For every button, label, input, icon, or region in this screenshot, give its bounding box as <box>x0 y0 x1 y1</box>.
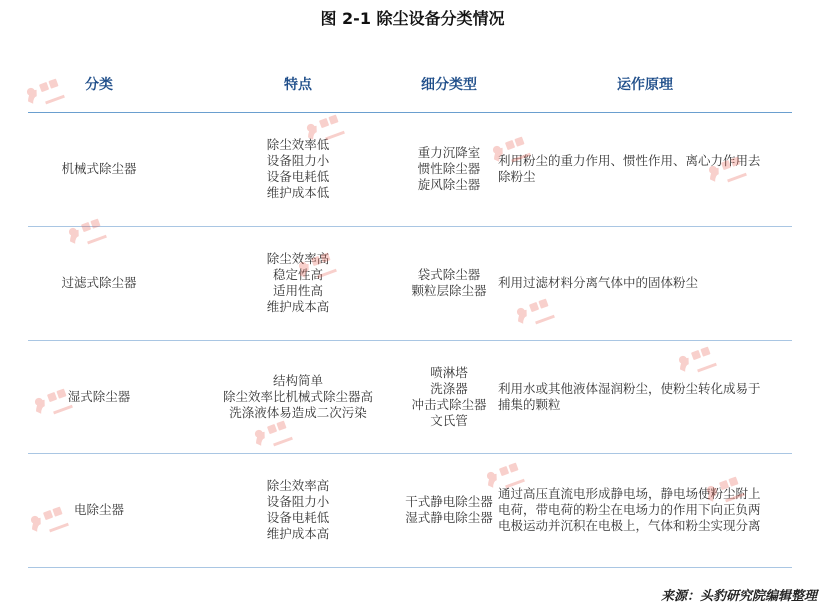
watermark-logo <box>20 72 76 112</box>
watermark-logo <box>248 414 304 454</box>
principle-cell-line: 利用过滤材料分离气体中的固体粉尘 <box>498 275 699 290</box>
watermark-logo <box>62 212 118 252</box>
features-cell-line: 洗涤液体易造成二次污染 <box>229 404 367 420</box>
category-cell: 机械式除尘器 <box>61 161 137 176</box>
subtypes-cell-line: 洗涤器 <box>430 380 468 396</box>
features-cell-line: 设备阻力小 <box>266 494 330 509</box>
subtypes-cell-line: 文氏管 <box>430 412 468 428</box>
features-cell-line: 维护成本高 <box>266 526 330 541</box>
figure-title: 图 2-1 除尘设备分类情况 <box>320 9 505 28</box>
watermark-logo <box>672 340 728 380</box>
features-cell-line: 维护成本高 <box>266 299 330 314</box>
header-features: 特点 <box>284 77 312 93</box>
category-cell: 湿式除尘器 <box>67 388 131 404</box>
watermark-logo <box>292 246 348 286</box>
table-header <box>28 56 792 113</box>
subtypes-cell-line: 重力沉降室 <box>417 145 481 160</box>
table-row <box>28 226 792 341</box>
watermark-logo <box>486 130 542 170</box>
features-cell-line: 除尘效率高 <box>266 251 330 266</box>
watermark-logo <box>28 382 84 422</box>
subtypes-cell-line: 喷淋塔 <box>430 364 468 380</box>
features-cell-line: 设备电耗低 <box>266 169 330 184</box>
header-subtypes: 细分类型 <box>421 77 477 93</box>
features-cell-line: 维护成本低 <box>266 185 330 200</box>
source-note: 来源：头豹研究院编辑整理 <box>660 589 817 604</box>
table-row <box>28 453 792 568</box>
category-cell: 过滤式除尘器 <box>61 275 137 290</box>
features-cell-line: 除尘效率低 <box>266 137 330 152</box>
features-cell-line: 适用性高 <box>272 283 323 298</box>
watermark-logo <box>702 150 758 190</box>
features-cell-line: 除尘效率高 <box>266 478 330 493</box>
principle-cell-line: 电荷，带电荷的粉尘在电场力的作用下向正负两 <box>498 502 761 517</box>
subtypes-cell-line: 袋式除尘器 <box>417 267 481 282</box>
watermark-logo <box>24 500 80 540</box>
principle-cell-line: 通过高压直流电形成静电场，静电场使粉尘附上 <box>498 486 761 501</box>
subtypes-cell-line: 旋风除尘器 <box>417 177 481 192</box>
features-cell-line: 设备电耗低 <box>266 510 330 525</box>
category-cell: 电除尘器 <box>73 502 124 517</box>
principle-cell-line: 电极运动并沉积在电极上，气体和粉尘实现分离 <box>498 518 761 533</box>
watermark-logo <box>300 108 356 148</box>
watermark-logo <box>480 456 536 496</box>
features-cell-line: 设备阻力小 <box>266 153 330 168</box>
subtypes-cell-line: 颗粒层除尘器 <box>411 283 487 298</box>
features-cell-line: 结构简单 <box>272 372 323 388</box>
principle-cell-line: 利用水或其他液体湿润粉尘，使粉尘转化成易于 <box>498 380 761 396</box>
principle-cell-line: 利用粉尘的重力作用、惯性作用、离心力作用去 <box>498 153 761 168</box>
subtypes-cell-line: 湿式静电除尘器 <box>405 510 493 525</box>
principle-cell <box>498 340 792 453</box>
features-cell-line: 稳定性高 <box>272 267 323 282</box>
features-cell-line: 除尘效率比机械式除尘器高 <box>222 388 373 404</box>
table-row <box>28 112 792 227</box>
principle-cell-line: 除粉尘 <box>498 169 536 184</box>
header-principle: 运作原理 <box>617 77 673 93</box>
subtypes-cell-line: 干式静电除尘器 <box>405 494 493 509</box>
watermark-logo <box>700 470 756 510</box>
header-category: 分类 <box>85 77 113 93</box>
principle-cell-line: 捕集的颗粒 <box>498 396 561 412</box>
watermark-logo <box>510 292 566 332</box>
subtypes-cell-line: 惯性除尘器 <box>417 161 481 176</box>
subtypes-cell-line: 冲击式除尘器 <box>411 396 487 412</box>
